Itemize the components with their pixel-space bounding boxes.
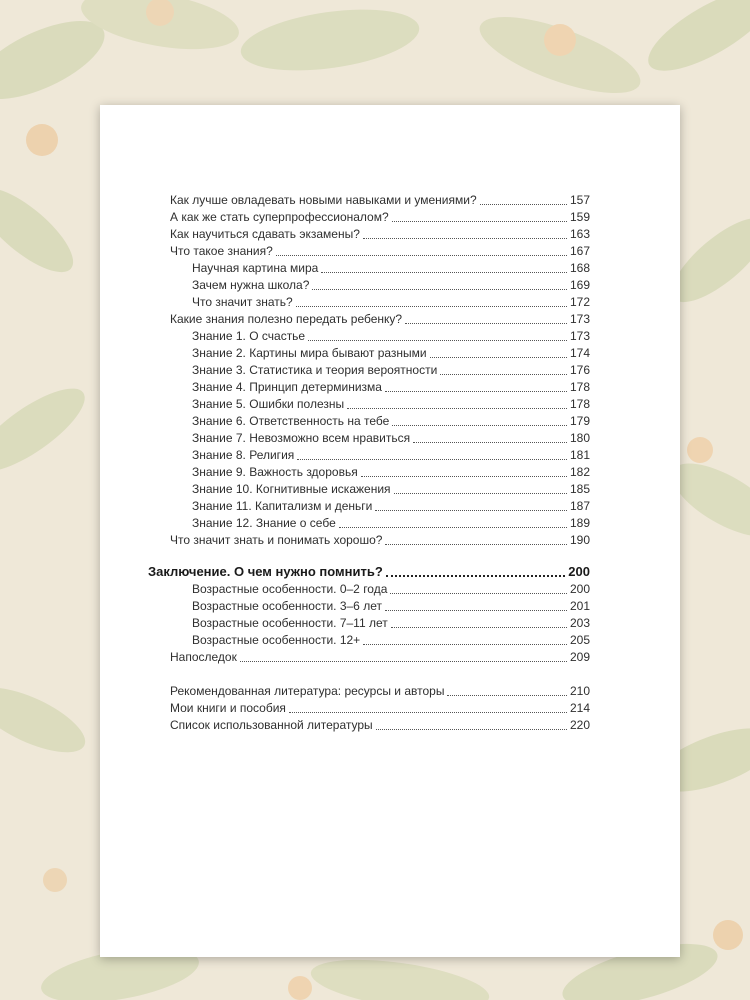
toc-dot-leader bbox=[363, 237, 567, 239]
toc-entry-title: Знание 11. Капитализм и деньги bbox=[192, 499, 373, 513]
toc-entry-title: Возрастные особенности. 0–2 года bbox=[192, 582, 388, 596]
toc-chapter-title: Заключение. О чем нужно помнить? bbox=[148, 564, 383, 579]
toc-entry-title: Научная картина мира bbox=[192, 261, 319, 275]
toc-entry bbox=[170, 207, 590, 224]
toc-entry-page: 201 bbox=[569, 599, 590, 613]
toc-entry-title: Как лучше овладевать новыми навыками и умениями? bbox=[170, 193, 477, 207]
toc-dot-leader bbox=[385, 609, 567, 611]
toc-entry-page: 168 bbox=[569, 261, 590, 275]
toc-entry-page: 200 bbox=[569, 582, 590, 596]
toc-entry-title: Знание 4. Принцип детерминизма bbox=[192, 380, 382, 394]
toc-dot-leader bbox=[413, 441, 567, 443]
toc-dot-leader bbox=[405, 322, 567, 324]
toc-entry bbox=[192, 630, 590, 647]
toc-entry-page: 189 bbox=[569, 516, 590, 530]
toc-dot-leader bbox=[321, 271, 567, 273]
toc-dot-leader bbox=[375, 509, 567, 511]
toc-entry bbox=[192, 513, 590, 530]
toc-entry-page: 157 bbox=[569, 193, 590, 207]
toc-entry bbox=[170, 190, 590, 207]
toc-entry bbox=[192, 479, 590, 496]
toc-entry bbox=[170, 241, 590, 258]
toc-entry-page: 163 bbox=[569, 227, 590, 241]
toc-dot-leader bbox=[361, 475, 567, 477]
toc-entry bbox=[192, 360, 590, 377]
toc-entry-page: 178 bbox=[569, 380, 590, 394]
toc-dot-leader bbox=[480, 203, 567, 205]
toc-entry bbox=[192, 377, 590, 394]
toc-entry-page: 176 bbox=[569, 363, 590, 377]
toc-entry bbox=[192, 292, 590, 309]
toc-entry-title: Рекомендованная литература: ресурсы и авторы bbox=[170, 684, 445, 698]
toc-entry-title: Знание 2. Картины мира бывают разными bbox=[192, 346, 427, 360]
toc-entry-page: 203 bbox=[569, 616, 590, 630]
toc-entry-title: Возрастные особенности. 3–6 лет bbox=[192, 599, 382, 613]
toc-chapter-page: 200 bbox=[568, 564, 590, 579]
toc-chapter-entry bbox=[148, 560, 590, 579]
toc-entry bbox=[192, 343, 590, 360]
toc-entry bbox=[170, 698, 590, 715]
toc-dot-leader bbox=[392, 220, 567, 222]
toc-entry-page: 178 bbox=[569, 397, 590, 411]
toc-dot-leader bbox=[297, 458, 567, 460]
toc-entry-title: А как же стать суперпрофессионалом? bbox=[170, 210, 389, 224]
book-page bbox=[100, 105, 680, 957]
toc-entry bbox=[170, 309, 590, 326]
toc-entry-title: Знание 1. О счастье bbox=[192, 329, 306, 343]
toc-entry-page: 167 bbox=[569, 244, 590, 258]
toc-entry-title: Список использованной литературы bbox=[170, 718, 373, 732]
toc-entry-page: 214 bbox=[569, 701, 590, 715]
toc-entry-page: 159 bbox=[569, 210, 590, 224]
toc-entry-title: Знание 5. Ошибки полезны bbox=[192, 397, 345, 411]
toc-entry-title: Знание 9. Важность здоровья bbox=[192, 465, 358, 479]
toc-dot-leader bbox=[339, 526, 567, 528]
toc-entry bbox=[170, 224, 590, 241]
toc-entry-page: 181 bbox=[569, 448, 590, 462]
toc-entry-page: 173 bbox=[569, 312, 590, 326]
toc-entry-title: Что такое знания? bbox=[170, 244, 273, 258]
toc-dot-leader bbox=[390, 592, 567, 594]
toc-entry-title: Зачем нужна школа? bbox=[192, 278, 310, 292]
toc-entry bbox=[192, 394, 590, 411]
toc-dot-leader bbox=[440, 373, 567, 375]
toc-entry-page: 169 bbox=[569, 278, 590, 292]
toc-entry-title: Напоследок bbox=[170, 650, 237, 664]
toc-dot-leader bbox=[385, 390, 567, 392]
toc-entry bbox=[192, 326, 590, 343]
toc-entry-page: 173 bbox=[569, 329, 590, 343]
toc-entry-page: 172 bbox=[569, 295, 590, 309]
toc-entry-title: Что значит знать? bbox=[192, 295, 293, 309]
toc-entry bbox=[170, 530, 590, 547]
toc-dot-leader bbox=[347, 407, 567, 409]
toc-entry bbox=[192, 275, 590, 292]
toc-entry bbox=[192, 496, 590, 513]
toc-entry-page: 185 bbox=[569, 482, 590, 496]
toc-entry-title: Мои книги и пособия bbox=[170, 701, 286, 715]
toc-entry bbox=[192, 613, 590, 630]
toc-entry bbox=[192, 596, 590, 613]
toc-entry-page: 210 bbox=[569, 684, 590, 698]
toc-dot-leader bbox=[308, 339, 567, 341]
toc-entry-title: Знание 6. Ответственность на тебе bbox=[192, 414, 390, 428]
toc-entry bbox=[170, 715, 590, 732]
toc-entry-title: Какие знания полезно передать ребенку? bbox=[170, 312, 403, 326]
toc-entry bbox=[192, 579, 590, 596]
toc-entry-page: 190 bbox=[569, 533, 590, 547]
toc-entry-title: Возрастные особенности. 12+ bbox=[192, 633, 361, 647]
toc-entry-page: 174 bbox=[569, 346, 590, 360]
toc-dot-leader bbox=[376, 728, 567, 730]
toc-entry-title: Как научиться сдавать экзамены? bbox=[170, 227, 360, 241]
toc-dot-leader bbox=[385, 543, 567, 545]
toc-entry bbox=[192, 445, 590, 462]
toc-entry-title: Знание 12. Знание о себе bbox=[192, 516, 336, 530]
toc-dot-leader bbox=[363, 643, 567, 645]
toc-entry-page: 205 bbox=[569, 633, 590, 647]
toc-entry-title: Возрастные особенности. 7–11 лет bbox=[192, 616, 388, 630]
toc-entry bbox=[192, 258, 590, 275]
toc-entry bbox=[192, 411, 590, 428]
toc-dot-leader bbox=[391, 626, 567, 628]
toc-entry-page: 187 bbox=[569, 499, 590, 513]
toc-dot-leader bbox=[386, 574, 566, 577]
toc-dot-leader bbox=[394, 492, 567, 494]
toc-dot-leader bbox=[312, 288, 567, 290]
toc-entry bbox=[170, 647, 590, 664]
toc-entry-page: 180 bbox=[569, 431, 590, 445]
toc-entry bbox=[192, 462, 590, 479]
toc-entry-title: Знание 3. Статистика и теория вероятности bbox=[192, 363, 438, 377]
toc-entry bbox=[170, 681, 590, 698]
toc-entry bbox=[192, 428, 590, 445]
toc-dot-leader bbox=[430, 356, 567, 358]
toc-entry-title: Знание 10. Когнитивные искажения bbox=[192, 482, 391, 496]
toc-dot-leader bbox=[289, 711, 567, 713]
toc-dot-leader bbox=[447, 694, 567, 696]
toc-dot-leader bbox=[276, 254, 567, 256]
toc-entry-title: Знание 8. Религия bbox=[192, 448, 295, 462]
toc-entry-title: Знание 7. Невозможно всем нравиться bbox=[192, 431, 411, 445]
toc-entry-page: 179 bbox=[569, 414, 590, 428]
toc-entry-page: 209 bbox=[569, 650, 590, 664]
toc-entry-page: 182 bbox=[569, 465, 590, 479]
toc-dot-leader bbox=[392, 424, 567, 426]
toc-entry-page: 220 bbox=[569, 718, 590, 732]
toc-entry-title: Что значит знать и понимать хорошо? bbox=[170, 533, 383, 547]
toc-dot-leader bbox=[240, 660, 567, 662]
toc-dot-leader bbox=[296, 305, 567, 307]
